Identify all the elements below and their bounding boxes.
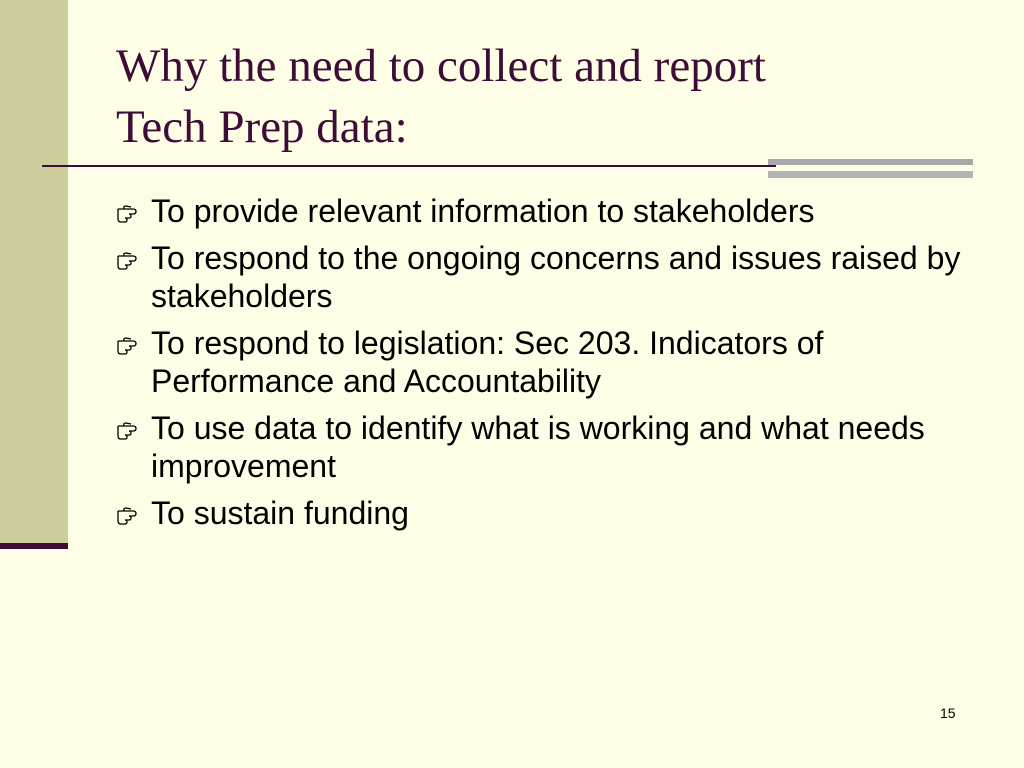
left-decorative-bar xyxy=(0,0,68,543)
bullet-item xyxy=(116,324,976,400)
pointing-hand-icon xyxy=(116,498,144,526)
pointing-hand-icon xyxy=(116,196,144,224)
bullet-item xyxy=(116,239,976,315)
title-underline xyxy=(42,165,776,167)
left-accent-line xyxy=(0,543,68,549)
bullet-text: To respond to the ongoing concerns and issues raised by stakeholders xyxy=(151,240,961,314)
title-line-1: Why the need to collect and report xyxy=(116,40,766,92)
title-accent-bar-upper xyxy=(768,159,973,165)
bullet-text: To respond to legislation: Sec 203. Indicators of Performance and Accountability xyxy=(151,325,824,399)
pointing-hand-icon xyxy=(116,413,144,441)
bullet-item xyxy=(116,409,976,485)
page-number: 15 xyxy=(940,705,956,721)
bullet-text: To use data to identify what is working and what needs improvement xyxy=(151,410,925,484)
bullet-text: To provide relevant information to stakeholders xyxy=(151,193,815,229)
pointing-hand-icon xyxy=(116,328,144,356)
bullet-list xyxy=(116,192,976,541)
title-line-2: Tech Prep data: xyxy=(116,101,408,153)
bullet-item xyxy=(116,192,976,230)
slide-title xyxy=(116,36,996,158)
bullet-item xyxy=(116,494,976,532)
title-accent-bar-lower xyxy=(768,171,973,178)
pointing-hand-icon xyxy=(116,243,144,271)
bullet-text: To sustain funding xyxy=(151,495,409,531)
